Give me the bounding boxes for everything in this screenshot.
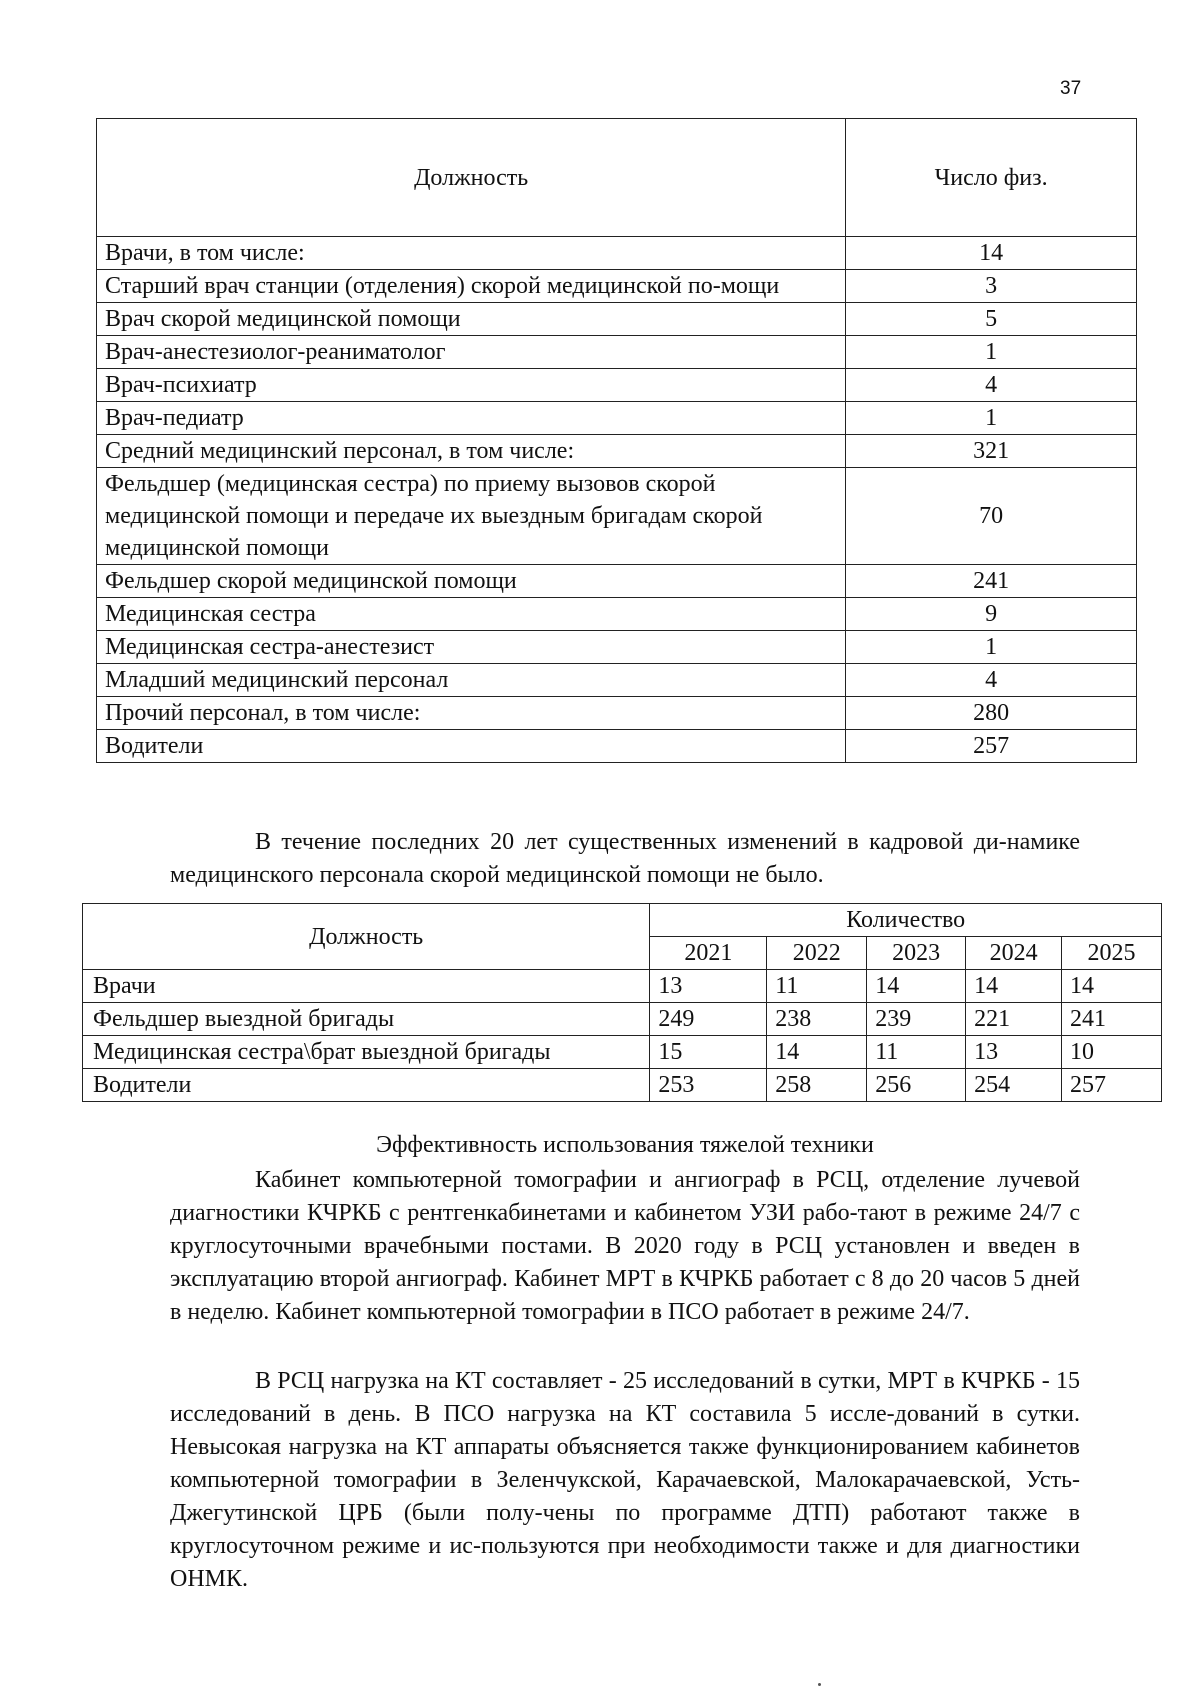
year-2024: 2024	[966, 937, 1062, 970]
row-position: Водители	[83, 1069, 650, 1102]
row-value: 256	[867, 1069, 966, 1102]
header-position: Должность	[97, 119, 846, 237]
row-value: 15	[650, 1036, 767, 1069]
paragraph-staff-dynamics: В течение последних 20 лет существенных изменений в кадровой ди-намике медицинского персонала скорой медицинской помощи не было.	[170, 829, 1080, 888]
row-count: 1	[846, 631, 1137, 664]
row-position: Врач-педиатр	[97, 402, 846, 435]
staff-table-header	[97, 119, 1137, 237]
row-position: Медицинская сестра	[97, 598, 846, 631]
row-position: Старший врач станции (отделения) скорой медицинской по-мощи	[97, 270, 846, 303]
table-row	[97, 336, 1137, 369]
row-count: 1	[846, 402, 1137, 435]
section-title: Эффективность использования тяжелой техники	[376, 1132, 874, 1158]
row-value: 253	[650, 1069, 767, 1102]
row-position: Врач-психиатр	[97, 369, 846, 402]
row-count: 9	[846, 598, 1137, 631]
row-count: 280	[846, 697, 1137, 730]
dynamics-header-row	[83, 904, 1162, 937]
year-2022: 2022	[767, 937, 867, 970]
table-row	[83, 1069, 1162, 1102]
table-row	[97, 303, 1137, 336]
row-value: 14	[1062, 970, 1162, 1003]
table-row	[97, 369, 1137, 402]
table-row	[97, 598, 1137, 631]
row-count: 5	[846, 303, 1137, 336]
row-value: 11	[767, 970, 867, 1003]
row-position: Прочий персонал, в том числе:	[97, 697, 846, 730]
row-position: Водители	[97, 730, 846, 763]
table-row	[97, 435, 1137, 468]
paragraph-load: В РСЦ нагрузка на КТ составляет - 25 исследований в сутки, МРТ в КЧРКБ - 15 исследований в день. В ПСО нагрузка на КТ составила 5 иссле-дований в сутки. Невысокая нагрузка на КТ аппараты объясняется также функционированием кабинетов компьютерной томографии в Зеленчукской, Карачаевской, Малокарачаевской, Усть-Джегутинской ЦРБ (были полу-чены по программе ДТП) работают также в круглосуточном режиме и ис-пользуются при необходимости также и для диагностики ОНМК.	[170, 1368, 1080, 1592]
scan-dot	[818, 1683, 821, 1686]
page-number: 37	[1060, 78, 1082, 99]
row-value: 238	[767, 1003, 867, 1036]
row-value: 254	[966, 1069, 1062, 1102]
staff-dynamics-table	[82, 903, 1162, 1102]
table-row	[97, 730, 1137, 763]
table-row	[97, 270, 1137, 303]
row-value: 249	[650, 1003, 767, 1036]
row-position: Фельдшер (медицинская сестра) по приему вызовов скорой медицинской помощи и передаче их выездным бригадам скорой медицинской помощи	[97, 468, 846, 565]
row-count: 14	[846, 237, 1137, 270]
row-position: Фельдшер скорой медицинской помощи	[97, 565, 846, 598]
row-value: 257	[1062, 1069, 1162, 1102]
table-row	[83, 1036, 1162, 1069]
row-position: Медицинская сестра\брат выездной бригады	[83, 1036, 650, 1069]
row-value: 11	[867, 1036, 966, 1069]
row-value: 13	[650, 970, 767, 1003]
row-value: 239	[867, 1003, 966, 1036]
row-position: Медицинская сестра-анестезист	[97, 631, 846, 664]
row-count: 4	[846, 664, 1137, 697]
row-position: Фельдшер выездной бригады	[83, 1003, 650, 1036]
row-position: Врач-анестезиолог-реаниматолог	[97, 336, 846, 369]
table-row	[97, 631, 1137, 664]
header-position: Должность	[83, 904, 650, 970]
row-value: 258	[767, 1069, 867, 1102]
row-count: 70	[846, 468, 1137, 565]
staff-table	[96, 118, 1137, 763]
row-value: 14	[867, 970, 966, 1003]
row-position: Врач скорой медицинской помощи	[97, 303, 846, 336]
row-position: Врачи, в том числе:	[97, 237, 846, 270]
row-position: Средний медицинский персонал, в том числе:	[97, 435, 846, 468]
table-row	[83, 1003, 1162, 1036]
table-row	[97, 402, 1137, 435]
year-2021: 2021	[650, 937, 767, 970]
header-quantity: Количество	[650, 904, 1162, 937]
row-value: 10	[1062, 1036, 1162, 1069]
row-count: 241	[846, 565, 1137, 598]
row-position: Врачи	[83, 970, 650, 1003]
row-value: 241	[1062, 1003, 1162, 1036]
header-count: Число физ.	[846, 119, 1137, 237]
row-count: 4	[846, 369, 1137, 402]
row-value: 14	[767, 1036, 867, 1069]
row-count: 321	[846, 435, 1137, 468]
row-value: 13	[966, 1036, 1062, 1069]
row-position: Младший медицинский персонал	[97, 664, 846, 697]
paragraph-equipment: Кабинет компьютерной томографии и ангиограф в РСЦ, отделение лучевой диагностики КЧРКБ с рентгенкабинетами и кабинетом УЗИ рабо-тают в режиме 24/7 с круглосуточными врачебными постами. В 2020 году в РСЦ установлен и введен в эксплуатацию второй ангиограф. Кабинет МРТ в КЧРКБ работает с 8 до 20 часов 5 дней в неделю. Кабинет компьютерной томографии в ПСО работает в режиме 24/7.	[170, 1167, 1080, 1325]
year-2025: 2025	[1062, 937, 1162, 970]
table-row	[97, 237, 1137, 270]
table-row	[97, 565, 1137, 598]
table-row	[97, 468, 1137, 565]
table-row	[97, 664, 1137, 697]
row-value: 14	[966, 970, 1062, 1003]
row-count: 257	[846, 730, 1137, 763]
table-row	[83, 970, 1162, 1003]
table-row	[97, 697, 1137, 730]
year-2023: 2023	[867, 937, 966, 970]
row-count: 1	[846, 336, 1137, 369]
row-value: 221	[966, 1003, 1062, 1036]
row-count: 3	[846, 270, 1137, 303]
